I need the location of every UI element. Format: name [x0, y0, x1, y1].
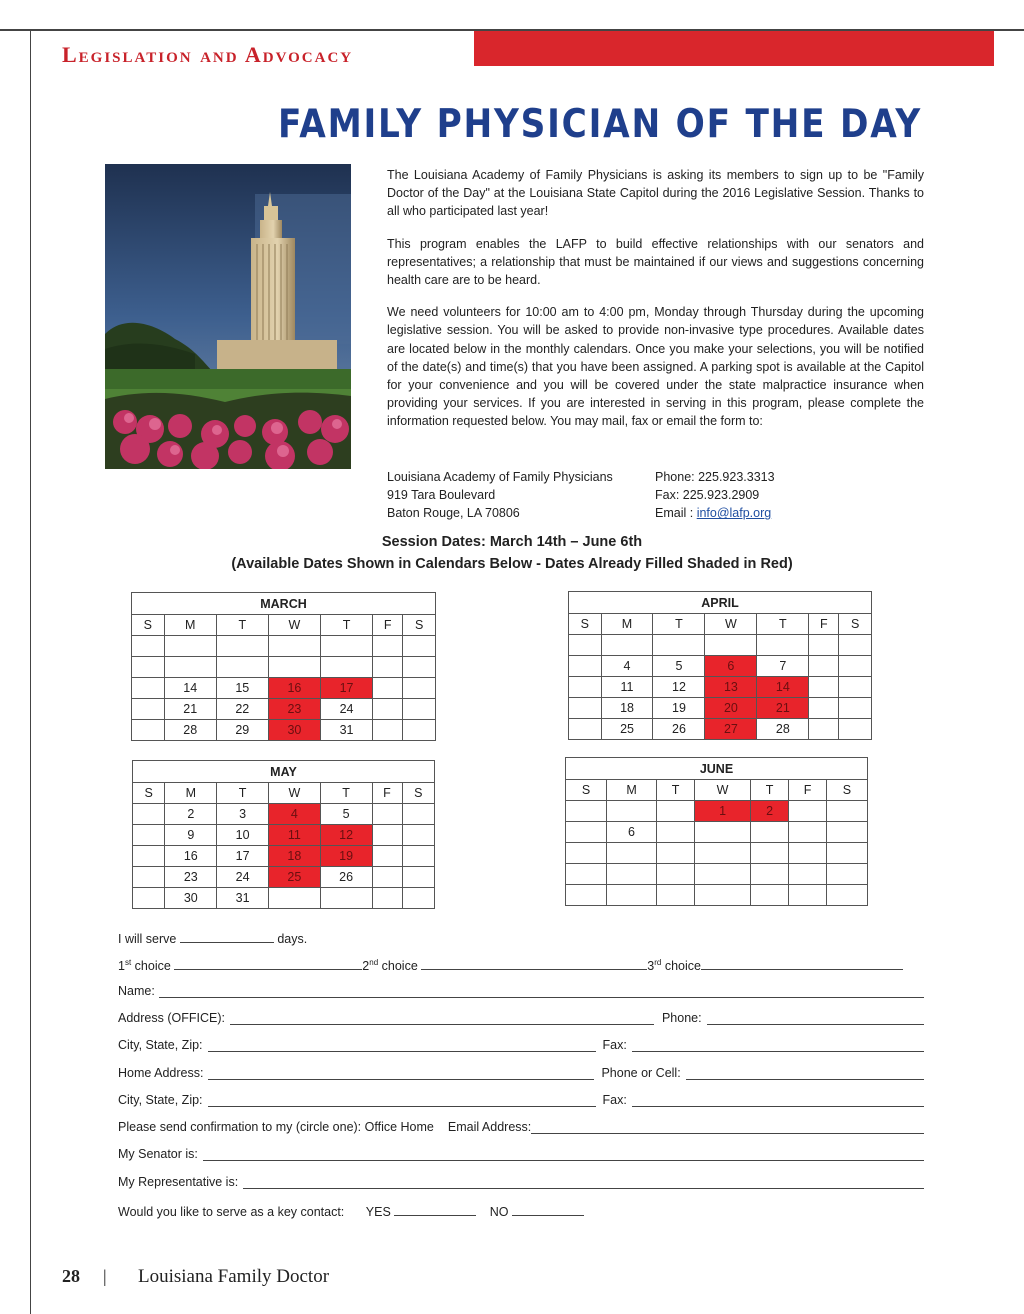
contact-org: Louisiana Academy of Family Physicians: [387, 470, 613, 484]
calendar-day-cell: [789, 843, 827, 864]
calendar-day-cell[interactable]: 21: [164, 699, 216, 720]
weekday-header: T: [751, 780, 789, 801]
calendar-day-cell: [657, 801, 695, 822]
calendar-day-cell: [694, 822, 750, 843]
calendar-day-cell[interactable]: 16: [268, 678, 320, 699]
calendar-day-cell: [657, 864, 695, 885]
calendar-day-cell: [373, 699, 403, 720]
session-dates: Session Dates: March 14th – June 6th: [381, 534, 643, 550]
calendar-day-cell[interactable]: 31: [217, 888, 269, 909]
choice1-number: 1: [118, 959, 125, 973]
city-row-2: [118, 1093, 924, 1107]
calendar-day-cell: [164, 636, 216, 657]
calendar-day-cell[interactable]: 30: [165, 888, 217, 909]
office-address-field[interactable]: [230, 1011, 654, 1025]
calendar-day-cell[interactable]: 20: [705, 698, 757, 719]
choice3-field[interactable]: [701, 956, 903, 970]
calendar-june: [565, 757, 868, 906]
calendar-day-cell: [826, 843, 867, 864]
calendar-day-cell[interactable]: 25: [268, 867, 320, 888]
weekday-header: W: [694, 780, 750, 801]
senator-field[interactable]: [203, 1147, 924, 1161]
calendar-day-cell: [809, 656, 839, 677]
calendar-day-cell: [839, 698, 872, 719]
calendar-day-cell[interactable]: 6: [606, 822, 656, 843]
weekday-header: M: [164, 615, 216, 636]
calendar-day-cell: [809, 698, 839, 719]
city-field-2[interactable]: [208, 1093, 596, 1107]
calendar-day-cell: [789, 801, 827, 822]
serve-days-suffix: days.: [277, 932, 308, 946]
calendar-day-cell: [402, 867, 435, 888]
office-address-row: [118, 1011, 924, 1025]
calendar-day-cell: [403, 636, 436, 657]
section-title: Legislation and Advocacy: [62, 42, 354, 67]
home-address-field[interactable]: [208, 1066, 594, 1080]
calendar-day-cell: [606, 864, 656, 885]
weekday-header: F: [373, 615, 403, 636]
choice2-label: choice: [381, 959, 418, 973]
calendar-day-cell: [403, 657, 436, 678]
calendar-day-cell: [606, 885, 656, 906]
calendar-day-cell: [216, 636, 268, 657]
representative-label: My Representative is:: [118, 1175, 239, 1189]
calendar-day-cell[interactable]: 27: [705, 719, 757, 740]
serve-days-row: [118, 929, 924, 946]
calendar-day-cell[interactable]: 22: [216, 699, 268, 720]
calendar-day-cell: [705, 635, 757, 656]
calendar-day-cell[interactable]: 17: [217, 846, 269, 867]
city-label-2: City, State, Zip:: [118, 1093, 203, 1107]
calendar-day-cell: [320, 636, 372, 657]
weekday-header: T: [320, 615, 372, 636]
calendar-day-cell: [132, 636, 165, 657]
weekday-header: M: [606, 780, 656, 801]
calendar-day-cell: [789, 822, 827, 843]
calendar-day-cell: [601, 635, 653, 656]
calendar-day-cell[interactable]: 2: [751, 801, 789, 822]
phone-cell-field[interactable]: [686, 1066, 924, 1080]
calendar-day-cell: [789, 885, 827, 906]
calendar-day-cell[interactable]: 23: [165, 867, 217, 888]
weekday-header: W: [268, 783, 320, 804]
choice1-label: choice: [134, 959, 171, 973]
weekday-header: F: [789, 780, 827, 801]
page-title: FAMILY PHYSICIAN OF THE DAY: [278, 102, 922, 147]
calendar-day-cell[interactable]: 29: [216, 720, 268, 741]
weekday-header: S: [826, 780, 867, 801]
weekday-header: T: [653, 614, 705, 635]
calendar-day-cell: [132, 657, 165, 678]
calendar-day-cell: [133, 867, 165, 888]
calendar-day-cell: [826, 885, 867, 906]
intro-paragraph-3: We need volunteers for 10:00 am to 4:00 pm, Monday through Thursday during the upcoming legislative session. You will be asked to provide non-invasive type procedures. Available dates are located below in the monthly calendars. Once you make your selections, you will be notified of the date(s) and time(s) that you have been assigned. A parking spot is available at the Capitol for your convenience and you will be covered under the state malpractice insurance when providing your services. If you are interested in serving in this program, please complete the information requested below. You may mail, fax or email the form to:: [387, 305, 924, 429]
weekday-header: S: [569, 614, 602, 635]
calendar-day-cell: [320, 657, 372, 678]
calendar-day-cell[interactable]: 11: [601, 677, 653, 698]
senator-label: My Senator is:: [118, 1147, 198, 1161]
calendar-day-cell: [133, 846, 165, 867]
weekday-header: M: [165, 783, 217, 804]
calendar-day-cell[interactable]: 9: [165, 825, 217, 846]
calendar-day-cell: [372, 888, 402, 909]
weekday-header: W: [705, 614, 757, 635]
calendar-april: [568, 591, 872, 740]
calendar-day-cell: [751, 864, 789, 885]
calendar-day-cell: [569, 677, 602, 698]
header-accent-bar: [474, 31, 994, 66]
name-field[interactable]: [159, 984, 924, 998]
page-number: 28: [62, 1266, 80, 1286]
calendar-day-cell: [133, 888, 165, 909]
weekday-header: T: [757, 614, 809, 635]
calendar-day-cell: [268, 636, 320, 657]
weekday-header: S: [566, 780, 607, 801]
calendar-day-cell[interactable]: 18: [601, 698, 653, 719]
calendar-day-cell: [402, 846, 435, 867]
intro-paragraph-1: The Louisiana Academy of Family Physicians is asking its members to sign up to be "Family Doctor of the Day" at the Louisiana State Capitol during the 2016 Legislative Session. Thanks to all who participated last year!: [387, 168, 924, 219]
intro-text: [387, 166, 924, 445]
name-label: Name:: [118, 984, 155, 998]
weekday-header: S: [132, 615, 165, 636]
calendar-day-cell[interactable]: 15: [216, 678, 268, 699]
key-contact-row: [118, 1202, 924, 1219]
calendar-day-cell: [657, 843, 695, 864]
calendar-day-cell: [402, 888, 435, 909]
calendar-month-name: MARCH: [132, 593, 436, 615]
serve-label: I will serve: [118, 932, 177, 946]
calendar-day-cell: [268, 657, 320, 678]
home-address-row: [118, 1066, 924, 1080]
calendar-day-cell[interactable]: 30: [268, 720, 320, 741]
calendar-day-cell: [826, 864, 867, 885]
choice1-sup: st: [124, 957, 132, 967]
calendar-day-cell: [694, 864, 750, 885]
calendar-march: [131, 592, 436, 741]
calendar-day-cell: [403, 699, 436, 720]
calendar-day-cell[interactable]: 14: [164, 678, 216, 699]
yes-label: YES: [365, 1205, 391, 1219]
city-field-1[interactable]: [208, 1038, 596, 1052]
representative-field[interactable]: [243, 1175, 924, 1189]
weekday-header: T: [320, 783, 372, 804]
calendar-day-cell: [132, 720, 165, 741]
calendar-day-cell[interactable]: 21: [757, 698, 809, 719]
calendar-day-cell: [403, 720, 436, 741]
calendar-day-cell[interactable]: 24: [320, 699, 372, 720]
calendar-day-cell[interactable]: 26: [320, 867, 372, 888]
calendar-day-cell: [569, 698, 602, 719]
calendar-day-cell: [826, 801, 867, 822]
calendar-day-cell[interactable]: 18: [268, 846, 320, 867]
weekday-header: T: [657, 780, 695, 801]
choice3-number: 3: [647, 959, 655, 973]
calendar-day-cell[interactable]: 6: [705, 656, 757, 677]
calendar-day-cell: [757, 635, 809, 656]
calendar-day-cell: [133, 804, 165, 825]
weekday-header: M: [601, 614, 653, 635]
publication-name: Louisiana Family Doctor: [138, 1266, 330, 1287]
calendar-day-cell: [566, 801, 607, 822]
calendar-day-cell[interactable]: 23: [268, 699, 320, 720]
choice2-sup: nd: [369, 957, 379, 967]
calendar-month-name: APRIL: [569, 592, 872, 614]
calendar-month-name: MAY: [133, 761, 435, 783]
calendar-day-cell[interactable]: 12: [320, 825, 372, 846]
calendar-day-cell: [839, 719, 872, 740]
calendar-day-cell: [751, 885, 789, 906]
choice2-number: 2: [362, 959, 370, 973]
name-row: [118, 984, 924, 998]
calendar-day-cell: [606, 843, 656, 864]
choice3-label: choice: [664, 959, 701, 973]
calendar-day-cell[interactable]: 24: [217, 867, 269, 888]
fax-label-1: Fax:: [602, 1038, 627, 1052]
key-contact-label: Would you like to serve as a key contact:: [118, 1205, 345, 1219]
calendar-day-cell: [653, 635, 705, 656]
calendar-day-cell: [132, 699, 165, 720]
no-field[interactable]: [512, 1202, 584, 1216]
calendar-day-cell: [826, 822, 867, 843]
weekday-header: S: [133, 783, 165, 804]
calendar-day-cell[interactable]: 11: [268, 825, 320, 846]
calendar-day-cell: [569, 635, 602, 656]
contact-email-link[interactable]: info@lafp.org: [696, 506, 772, 521]
calendar-day-cell: [402, 804, 435, 825]
phone-field[interactable]: [707, 1011, 924, 1025]
email-address-field[interactable]: [531, 1120, 924, 1134]
calendar-day-cell: [164, 657, 216, 678]
calendar-day-cell: [373, 678, 403, 699]
calendar-day-cell[interactable]: 19: [320, 846, 372, 867]
calendar-day-cell: [566, 843, 607, 864]
calendar-day-cell: [132, 678, 165, 699]
calendar-day-cell: [657, 822, 695, 843]
calendar-day-cell: [789, 864, 827, 885]
calendar-day-cell: [372, 867, 402, 888]
calendar-day-cell: [403, 678, 436, 699]
calendar-day-cell: [839, 677, 872, 698]
calendar-day-cell[interactable]: 4: [268, 804, 320, 825]
email-address-label: Email Address:: [447, 1120, 532, 1134]
calendar-day-cell: [566, 864, 607, 885]
calendar-day-cell: [372, 846, 402, 867]
calendar-day-cell: [809, 677, 839, 698]
choice1-field[interactable]: [174, 956, 362, 970]
no-label: NO: [489, 1205, 509, 1219]
calendar-day-cell: [606, 801, 656, 822]
calendar-day-cell: [569, 656, 602, 677]
calendar-day-cell[interactable]: 31: [320, 720, 372, 741]
weekday-header: S: [402, 783, 435, 804]
footer-separator: |: [103, 1266, 107, 1286]
calendar-day-cell: [566, 885, 607, 906]
calendar-day-cell: [657, 885, 695, 906]
calendar-day-cell[interactable]: 14: [757, 677, 809, 698]
calendar-day-cell: [373, 636, 403, 657]
weekday-header: F: [372, 783, 402, 804]
calendar-day-cell[interactable]: 12: [653, 677, 705, 698]
calendar-day-cell[interactable]: 26: [653, 719, 705, 740]
calendar-day-cell: [133, 825, 165, 846]
phone-cell-label: Phone or Cell:: [601, 1066, 681, 1080]
representative-row: [118, 1175, 924, 1189]
calendar-day-cell: [373, 657, 403, 678]
choices-row: [118, 956, 924, 973]
calendar-day-cell: [268, 888, 320, 909]
confirmation-label[interactable]: Please send confirmation to my (circle one): Office Home: [118, 1120, 434, 1134]
calendar-day-cell: [216, 657, 268, 678]
capitol-photo: [105, 164, 351, 469]
calendar-month-name: JUNE: [566, 758, 868, 780]
phone-label: Phone:: [661, 1011, 702, 1025]
home-address-label: Home Address:: [118, 1066, 204, 1080]
confirmation-row: [118, 1120, 924, 1134]
calendar-day-cell[interactable]: 5: [653, 656, 705, 677]
calendar-day-cell[interactable]: 16: [165, 846, 217, 867]
calendar-day-cell[interactable]: 17: [320, 678, 372, 699]
calendar-day-cell: [751, 822, 789, 843]
calendar-day-cell: [402, 825, 435, 846]
calendar-day-cell: [809, 719, 839, 740]
contact-city: Baton Rouge, LA 70806: [387, 506, 520, 521]
calendar-day-cell: [839, 656, 872, 677]
office-address-label: Address (OFFICE):: [118, 1011, 225, 1025]
session-note: (Available Dates Shown in Calendars Below - Dates Already Filled Shaded in Red): [231, 556, 793, 572]
calendar-day-cell[interactable]: 25: [601, 719, 653, 740]
serve-days-field[interactable]: [180, 929, 274, 943]
contact-fax: Fax: 225.923.2909: [655, 488, 760, 503]
calendar-day-cell[interactable]: 28: [164, 720, 216, 741]
yes-field[interactable]: [394, 1202, 476, 1216]
calendar-day-cell[interactable]: 2: [165, 804, 217, 825]
weekday-header: S: [839, 614, 872, 635]
contact-street: 919 Tara Boulevard: [387, 488, 496, 503]
calendar-day-cell: [839, 635, 872, 656]
calendar-day-cell[interactable]: 19: [653, 698, 705, 719]
fax-field-2[interactable]: [632, 1093, 924, 1107]
contact-phone: Phone: 225.923.3313: [655, 470, 775, 484]
calendar-day-cell: [373, 720, 403, 741]
senator-row: [118, 1147, 924, 1161]
fax-field-1[interactable]: [632, 1038, 924, 1052]
calendar-day-cell: [694, 843, 750, 864]
city-row-1: [118, 1038, 924, 1052]
choice2-field[interactable]: [421, 956, 647, 970]
contact-email-label: Email :: [655, 506, 697, 521]
calendar-day-cell: [569, 719, 602, 740]
choice3-sup: rd: [654, 957, 662, 967]
left-rule: [30, 29, 31, 1314]
calendar-day-cell: [694, 885, 750, 906]
calendar-may: [132, 760, 435, 909]
calendar-day-cell: [372, 825, 402, 846]
calendar-day-cell: [751, 843, 789, 864]
weekday-header: F: [809, 614, 839, 635]
calendar-day-cell[interactable]: 3: [217, 804, 269, 825]
city-label-1: City, State, Zip:: [118, 1038, 203, 1052]
fax-label-2: Fax:: [602, 1093, 627, 1107]
calendar-day-cell: [372, 804, 402, 825]
calendar-day-cell[interactable]: 10: [217, 825, 269, 846]
calendar-day-cell: [566, 822, 607, 843]
calendar-day-cell[interactable]: 13: [705, 677, 757, 698]
calendar-day-cell[interactable]: 4: [601, 656, 653, 677]
calendar-day-cell[interactable]: 1: [694, 801, 750, 822]
weekday-header: T: [216, 615, 268, 636]
weekday-header: S: [403, 615, 436, 636]
weekday-header: T: [217, 783, 269, 804]
calendar-day-cell: [320, 888, 372, 909]
calendar-day-cell[interactable]: 28: [757, 719, 809, 740]
intro-paragraph-2: This program enables the LAFP to build effective relationships with our senators and representatives; a relationship that must be maintained if our views and suggestions concerning health care are to be heard.: [387, 236, 924, 288]
weekday-header: W: [268, 615, 320, 636]
calendar-day-cell[interactable]: 5: [320, 804, 372, 825]
calendar-day-cell: [809, 635, 839, 656]
calendar-day-cell[interactable]: 7: [757, 656, 809, 677]
